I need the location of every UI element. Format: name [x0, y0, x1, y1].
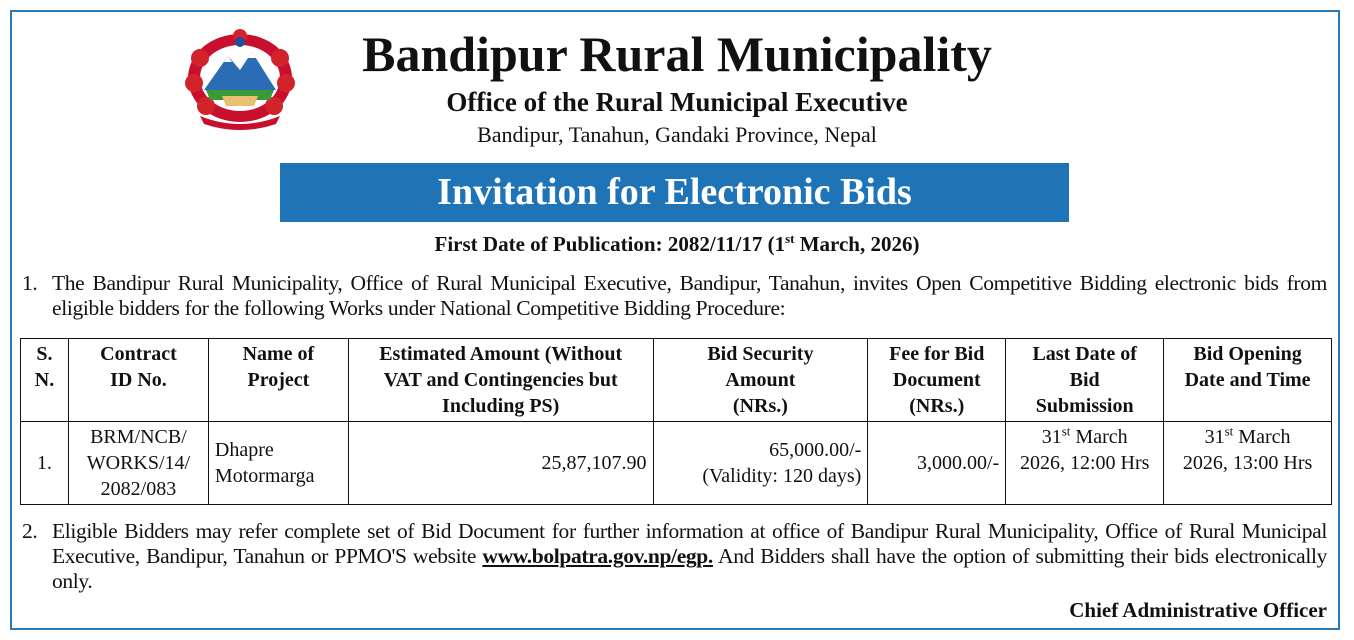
header-contract-id: Contract ID No.	[68, 339, 208, 422]
bolpatra-website-link[interactable]: www.bolpatra.gov.np/egp.	[482, 544, 713, 568]
paragraph-text-after: And Bidders shall have the option of submitting their bids electronically only.	[52, 544, 1328, 593]
cell-estimated-amount: 25,87,107.90	[348, 422, 653, 505]
header-project-name: Name of Project	[208, 339, 348, 422]
office-subtitle: Office of the Rural Municipal Executive	[446, 87, 908, 117]
header-document-fee: Fee for Bid Document (NRs.)	[868, 339, 1006, 422]
cell-submission-date: 31st March 2026, 12:00 Hrs	[1006, 422, 1164, 505]
signer-title: Chief Administrative Officer	[1069, 598, 1327, 622]
header-opening-date: Bid Opening Date and Time	[1164, 339, 1332, 422]
office-address: Bandipur, Tanahun, Gandaki Province, Nepal	[477, 122, 877, 147]
cell-opening-date: 31st March 2026, 13:00 Hrs	[1164, 422, 1332, 505]
table-header-row	[21, 339, 1332, 422]
cell-bid-security: 65,000.00/- (Validity: 120 days)	[653, 422, 868, 505]
header-estimated-amount: Estimated Amount (Without VAT and Contingencies but Including PS)	[348, 339, 653, 422]
paragraph-2	[22, 519, 1328, 594]
paragraph-number: 1.	[22, 271, 38, 295]
municipality-title: Bandipur Rural Municipality	[362, 26, 992, 82]
cell-sn: 1.	[21, 422, 69, 505]
publication-date: First Date of Publication: 2082/11/17 (1st March, 2026)	[434, 231, 920, 256]
cell-document-fee: 3,000.00/-	[868, 422, 1006, 505]
paragraph-number: 2.	[22, 519, 38, 543]
header-bid-security: Bid Security Amount (NRs.)	[653, 339, 868, 422]
table-row	[21, 422, 1332, 505]
paragraph-text: The Bandipur Rural Municipality, Office of Rural Municipal Executive, Bandipur, Tanahun, invites Open Competitive Bidding electronic bids from eligible bidders for the following Works under National Competitive Bidding Procedure:	[52, 271, 1327, 320]
header-submission-date: Last Date of Bid Submission	[1006, 339, 1164, 422]
cell-contract-id: BRM/NCB/ WORKS/14/ 2082/083	[68, 422, 208, 505]
notice-banner: Invitation for Electronic Bids	[280, 163, 1069, 222]
bid-table	[20, 338, 1332, 505]
cell-project-name: Dhapre Motormarga	[208, 422, 348, 505]
header-sn: S. N.	[21, 339, 69, 422]
paragraph-1	[22, 271, 1327, 321]
paragraph-text-before: Eligible Bidders may refer complete set of Bid Document for further information at office of Bandipur Rural Municipality, Office of Rural Municipal Executive, Bandipur, Tanahun or PPMO'S website	[52, 519, 1327, 568]
